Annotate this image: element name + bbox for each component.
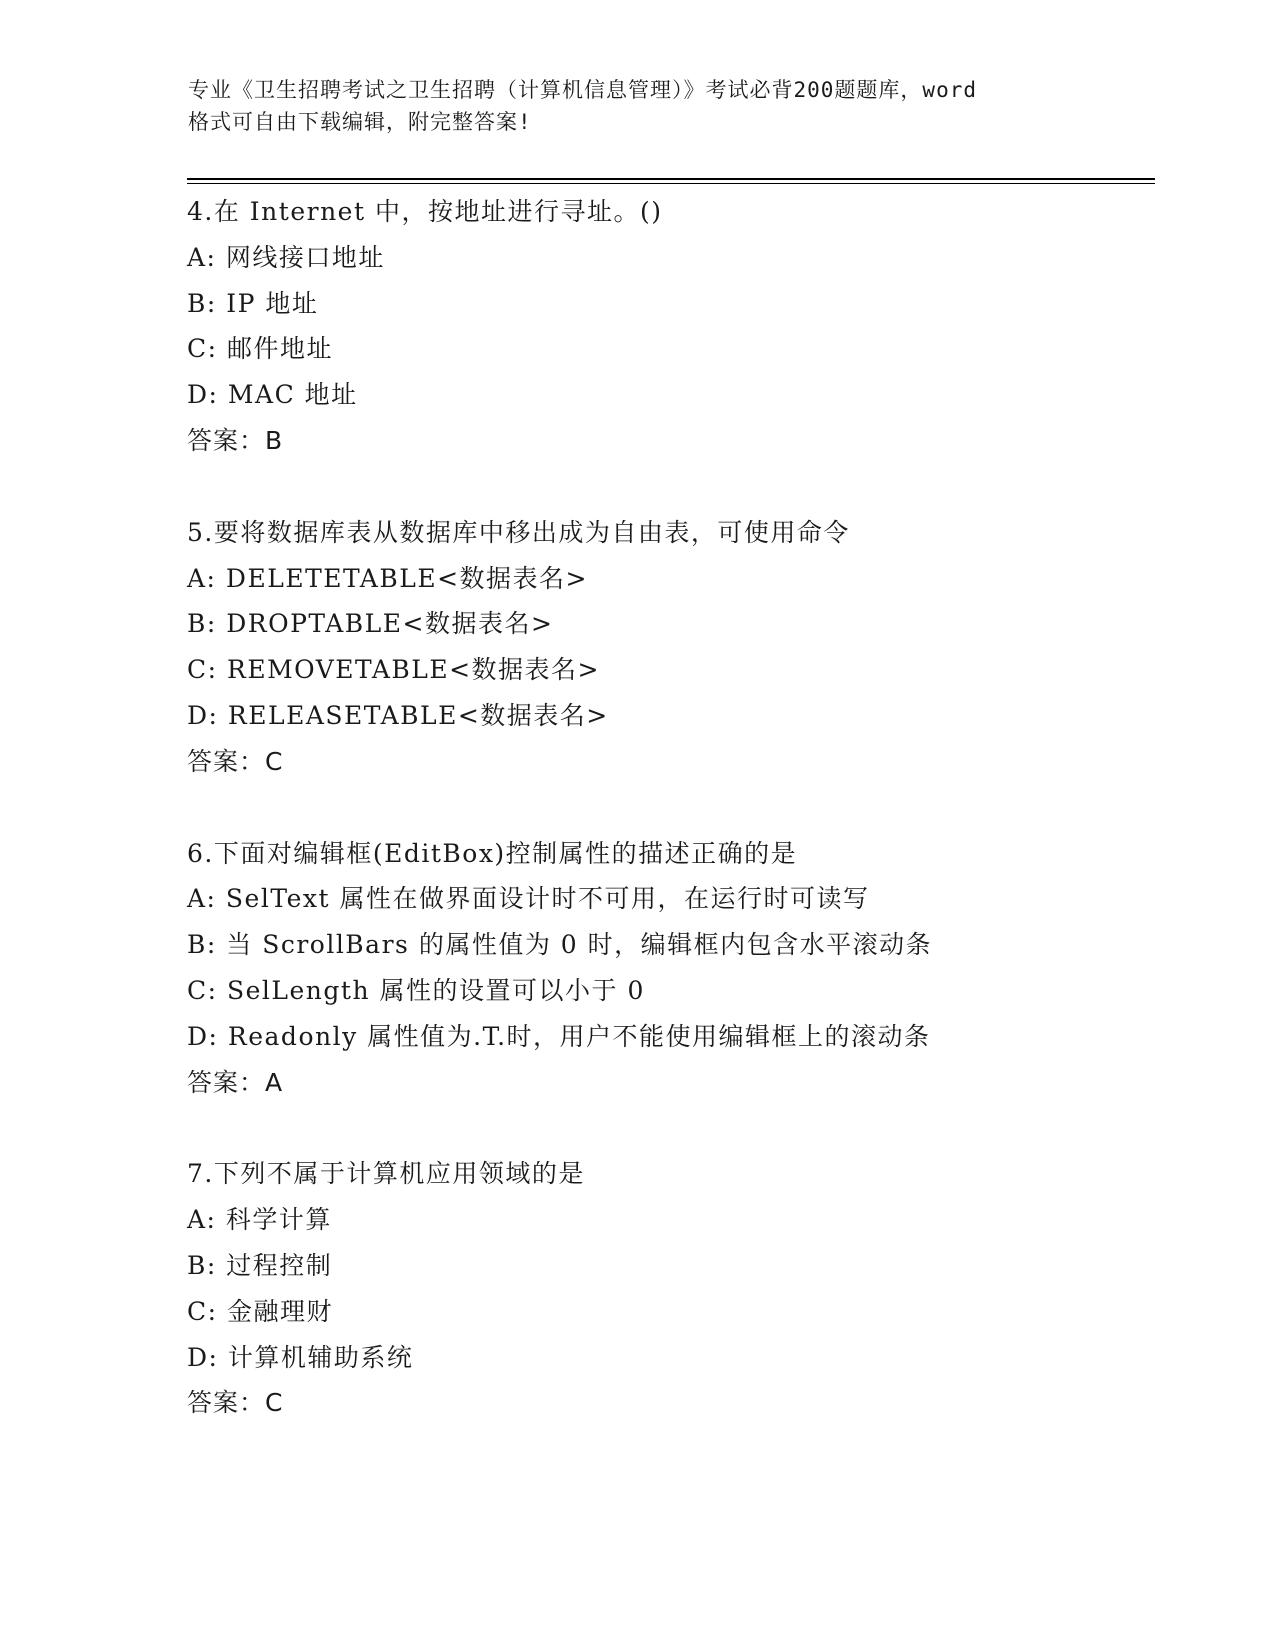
question-list: [187, 189, 1147, 1472]
question-stem: 5.要将数据库表从数据库中移出成为自由表，可使用命令: [187, 517, 850, 547]
question-5: [187, 510, 1147, 785]
question-stem: 4.在 Internet 中，按地址进行寻址。(): [187, 197, 663, 226]
header-line-1: 专业《卫生招聘考试之卫生招聘（计算机信息管理）》考试必背200题题库，word: [188, 78, 977, 102]
option-d: D: Readonly 属性值为.T.时，用户不能使用编辑框上的滚动条: [187, 1021, 931, 1051]
header-divider-thick: [187, 178, 1155, 180]
option-a: A: 科学计算: [187, 1205, 332, 1235]
option-b: B: 当 ScrollBars 的属性值为 0 时，编辑框内包含水平滚动条: [187, 930, 933, 960]
question-6: [187, 831, 1147, 1106]
option-b: B: IP 地址: [187, 288, 319, 318]
question-7: [187, 1151, 1147, 1426]
question-stem: 7.下列不属于计算机应用领域的是: [187, 1159, 585, 1189]
header-divider-thin: [187, 183, 1155, 184]
answer-line: 答案：A: [187, 1067, 284, 1097]
question-stem: 6.下面对编辑框(EditBox)控制属性的描述正确的是: [187, 838, 798, 868]
option-a: A: SelText 属性在做界面设计时不可用，在运行时可读写: [187, 884, 870, 914]
option-c: C: REMOVETABLE<数据表名>: [187, 655, 601, 685]
answer-line: 答案：C: [187, 746, 284, 776]
option-c: C: 金融理财: [187, 1296, 333, 1326]
answer-line: 答案：B: [187, 425, 284, 455]
option-c: C: 邮件地址: [187, 334, 333, 364]
option-d: D: RELEASETABLE<数据表名>: [187, 700, 609, 730]
option-d: D: 计算机辅助系统: [187, 1342, 414, 1372]
option-b: B: DROPTABLE<数据表名>: [187, 609, 554, 639]
question-4: [187, 189, 1147, 464]
option-a: A: 网线接口地址: [187, 242, 385, 272]
document-header: [188, 74, 1088, 138]
header-line-2: 格式可自由下载编辑，附完整答案!: [188, 110, 532, 134]
answer-line: 答案：C: [187, 1388, 284, 1418]
option-d: D: MAC 地址: [187, 380, 358, 410]
option-a: A: DELETETABLE<数据表名>: [187, 563, 588, 593]
option-c: C: SelLength 属性的设置可以小于 0: [187, 975, 645, 1005]
option-b: B: 过程控制: [187, 1250, 333, 1280]
